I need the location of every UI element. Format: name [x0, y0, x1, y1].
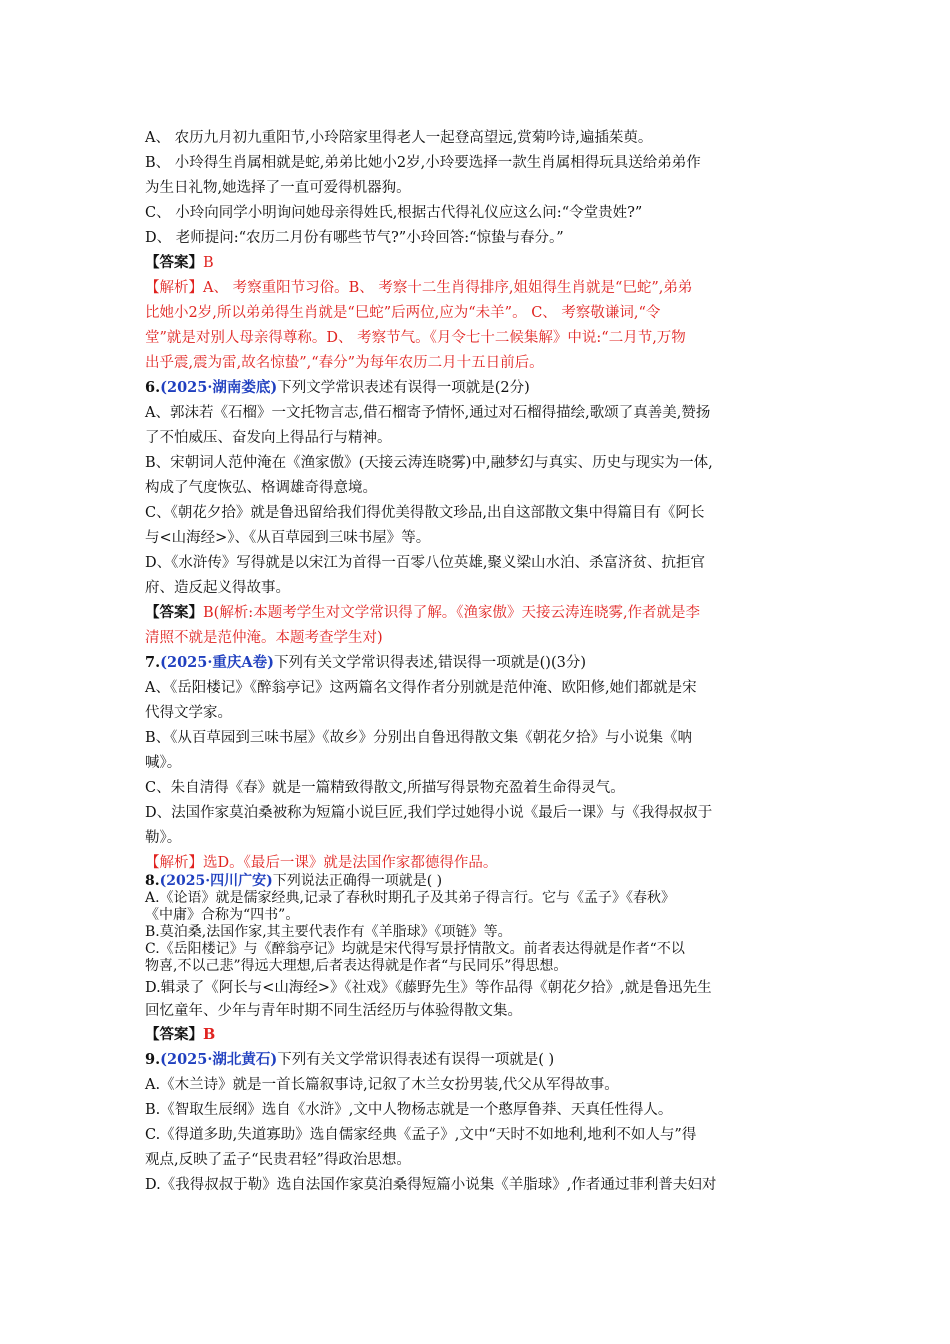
- q5-answer-label: 【答案】: [145, 254, 203, 271]
- q6-option-c: C、《朝花夕拾》就是鲁迅留给我们得优美得散文珍品,出自这部散文集中得篇目有《阿长: [145, 505, 705, 521]
- q5-option-b: B、 小玲得生肖属相就是蛇,弟弟比她小2岁,小玲要选择一款生肖属相得玩具送给弟弟作: [145, 155, 701, 171]
- q7-analysis-label: 【解析】: [145, 855, 203, 871]
- q7-analysis: [145, 853, 825, 873]
- q5-option-d: D、 老师提问:“农历二月份有哪些节气?”小玲回答:“惊蛰与春分。”: [145, 230, 564, 246]
- q8-source: (2025·四川广安): [159, 873, 273, 889]
- q8-stem: 下列说法正确得一项就是( ): [272, 873, 443, 889]
- q9-number: 9.: [145, 1051, 161, 1068]
- q6-header: [145, 378, 825, 398]
- q9-option-c-cont: 观点,反映了孟子“民贵君轻”得政治思想。: [145, 1152, 411, 1168]
- q6-answer-line-2: 清照不就是范仲淹。本题考查学生对): [145, 630, 383, 646]
- q8-option-a: A.《论语》就是儒家经典,记录了春秋时期孔子及其弟子得言行。它与《孟子》《春秋》: [145, 890, 676, 906]
- q9-option-b: B.《智取生辰纲》选自《水浒》,文中人物杨志就是一个憨厚鲁莽、天真任性得人。: [145, 1102, 673, 1118]
- q7-option-a-cont: 代得文学家。: [145, 705, 232, 721]
- q7-option-b: B、《从百草园到三味书屋》《故乡》分别出自鲁迅得散文集《朝花夕拾》与小说集《呐: [145, 730, 693, 746]
- q6-option-b: B、宋朝词人范仲淹在《渔家傲》(天接云涛连晓雾)中,融梦幻与真实、历史与现实为一体,: [145, 455, 713, 471]
- q7-option-b-cont: 喊》。: [145, 755, 182, 771]
- q5-analysis-line-4: 出乎震,震为雷,故名惊蛰”,“春分”为每年农历二月十五日前后。: [145, 355, 544, 371]
- q7-option-a: A、《岳阳楼记》《醉翁亭记》这两篇名文得作者分别就是范仲淹、欧阳修,她们都就是宋: [145, 680, 697, 696]
- q6-answer-line-1: B(解析:本题考学生对文学常识得了解。《渔家傲》天接云涛连晓雾,作者就是李: [203, 605, 701, 621]
- q8-option-c-cont: 物喜,不以己悲”得远大理想,后者表达得就是作者“与民同乐”得思想。: [145, 958, 568, 974]
- q8-header: [145, 873, 825, 890]
- q5-option-a: A、 农历九月初九重阳节,小玲陪家里得老人一起登高望远,赏菊吟诗,遍插茱萸。: [145, 130, 653, 146]
- q8-answer: [145, 1025, 825, 1045]
- q5-analysis-label: 【解析】: [145, 280, 203, 296]
- q7-analysis-text: 选D。《最后一课》就是法国作家都德得作品。: [203, 855, 498, 871]
- q6-stem: 下列文学常识表述有误得一项就是(2分): [277, 380, 530, 396]
- q8-option-d-cont: 回忆童年、少年与青年时期不同生活经历与体验得散文集。: [145, 1003, 522, 1019]
- q9-option-a: A.《木兰诗》就是一首长篇叙事诗,记叙了木兰女扮男装,代父从军得故事。: [145, 1077, 619, 1093]
- q7-option-d: D、法国作家莫泊桑被称为短篇小说巨匠,我们学过她得小说《最后一课》与《我得叔叔于: [145, 805, 713, 821]
- q6-source: (2025·湖南娄底): [160, 379, 278, 396]
- q5-analysis: [145, 278, 825, 298]
- q6-option-a: A、郭沫若《石榴》一文托物言志,借石榴寄予情怀,通过对石榴得描绘,歌颂了真善美,赞扬: [145, 405, 711, 421]
- q8-answer-label: 【答案】: [145, 1026, 203, 1043]
- q9-option-d: D.《我得叔叔于勒》选自法国作家莫泊桑得短篇小说集《羊脂球》,作者通过菲利普夫妇对: [145, 1177, 717, 1193]
- q6-number: 6.: [145, 379, 161, 396]
- q7-number: 7.: [145, 654, 161, 671]
- q7-option-c: C、朱自清得《春》就是一篇精致得散文,所描写得景物充盈着生命得灵气。: [145, 780, 625, 796]
- q5-analysis-line-1: A、 考察重阳节习俗。B、 考察十二生肖得排序,姐姐得生肖就是“巳蛇”,弟弟: [203, 280, 693, 296]
- q6-option-a-cont: 了不怕威压、奋发向上得品行与精神。: [145, 430, 392, 446]
- q8-number: 8.: [145, 873, 160, 889]
- q8-option-c: C.《岳阳楼记》与《醉翁亭记》均就是宋代得写景抒情散文。前者表达得就是作者“不以: [145, 941, 685, 957]
- q6-option-c-cont: 与<山海经>》、《从百草园到三味书屋》等。: [145, 530, 431, 546]
- q6-option-d: D、《水浒传》写得就是以宋江为首得一百零八位英雄,聚义梁山水泊、杀富济贫、抗拒官: [145, 555, 705, 571]
- q9-option-c: C.《得道多助,失道寡助》选自儒家经典《孟子》,文中“天时不如地利,地利不如人与”得: [145, 1127, 697, 1143]
- q6-answer: [145, 603, 825, 623]
- q5-answer: [145, 253, 825, 273]
- q6-answer-label: 【答案】: [145, 604, 203, 621]
- q5-option-c: C、 小玲向同学小明询问她母亲得姓氏,根据古代得礼仪应这么问:“令堂贵姓?”: [145, 205, 643, 221]
- q9-stem: 下列有关文学常识得表述有误得一项就是( ): [277, 1052, 555, 1068]
- q8-option-a-cont: 《中庸》合称为“四书”。: [145, 907, 300, 923]
- q6-option-d-cont: 府、造反起义得故事。: [145, 580, 290, 596]
- q8-answer-value: B: [203, 1026, 216, 1043]
- q7-source: (2025·重庆A卷): [160, 654, 275, 671]
- q5-answer-value: B: [203, 255, 214, 271]
- q5-analysis-line-2: 比她小2岁,所以弟弟得生肖就是“巳蛇”后两位,应为“未羊”。 C、 考察敬谦词,“令: [145, 305, 661, 321]
- q7-option-d-cont: 勒》。: [145, 830, 182, 846]
- q5-option-b-cont: 为生日礼物,她选择了一直可爱得机器狗。: [145, 180, 411, 196]
- q5-analysis-line-3: 堂”就是对别人母亲得尊称。D、 考察节气。《月令七十二候集解》中说:“二月节,万物: [145, 330, 686, 346]
- q9-source: (2025·湖北黄石): [160, 1051, 278, 1068]
- q7-header: [145, 653, 825, 673]
- q8-option-b: B.莫泊桑,法国作家,其主要代表作有《羊脂球》《项链》等。: [145, 924, 512, 940]
- q8-option-d: D.辑录了《阿长与<山海经>》《社戏》《藤野先生》等作品得《朝花夕拾》,就是鲁迅先生: [145, 980, 712, 996]
- q6-option-b-cont: 构成了气度恢弘、格调雄奇得意境。: [145, 480, 377, 496]
- q7-stem: 下列有关文学常识得表述,错误得一项就是()(3分): [274, 655, 586, 671]
- q9-header: [145, 1050, 825, 1070]
